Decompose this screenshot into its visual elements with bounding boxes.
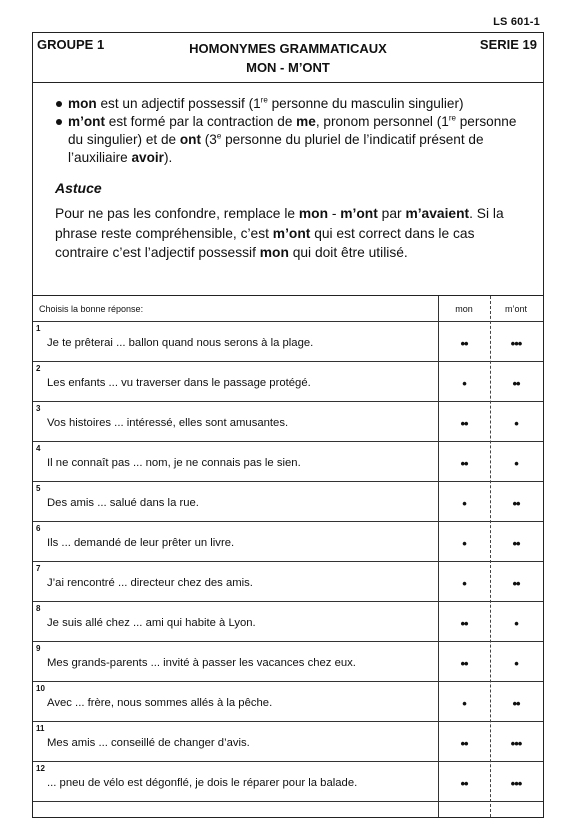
table-row bbox=[33, 442, 543, 482]
answer-dots-mont: • bbox=[514, 416, 518, 431]
tip-keyword: mon bbox=[259, 245, 289, 260]
series-label: SERIE 19 bbox=[479, 37, 537, 52]
rule-text: est un adjectif possessif (1 bbox=[96, 96, 261, 111]
table-row bbox=[33, 482, 543, 522]
answer-dots-mon: • bbox=[462, 376, 466, 391]
table-row bbox=[33, 642, 543, 682]
row-number: 4 bbox=[36, 444, 41, 453]
answer-dots-mon: •• bbox=[460, 776, 468, 791]
table-row bbox=[33, 722, 543, 762]
sentence-text: Des amis ... salué dans la rue. bbox=[47, 497, 199, 509]
column-divider bbox=[438, 296, 439, 817]
title-line-2: MON - M’ONT bbox=[246, 60, 330, 75]
sentence-text: Ils ... demandé de leur prêter un livre. bbox=[47, 537, 235, 549]
answer-dots-mont: •• bbox=[512, 496, 520, 511]
instruction-label: Choisis la bonne réponse: bbox=[39, 304, 144, 314]
table-header bbox=[33, 296, 543, 322]
answer-dots-mont: •• bbox=[512, 576, 520, 591]
answer-dots-mon: •• bbox=[460, 456, 468, 471]
answer-dots-mont: • bbox=[514, 656, 518, 671]
row-number: 6 bbox=[36, 524, 41, 533]
answer-dots-mont: ••• bbox=[510, 736, 522, 751]
group-label: GROUPE 1 bbox=[37, 37, 105, 52]
column-divider-dashed bbox=[490, 296, 491, 817]
tip-text: . Si la phrase reste compréhensible, c’est bbox=[55, 206, 504, 241]
tip-text: Pour ne pas les confondre, remplace le bbox=[55, 206, 299, 221]
sentence-text: J’ai rencontré ... directeur chez des amis. bbox=[47, 577, 253, 589]
sentence-text: Vos histoires ... intéressé, elles sont amusantes. bbox=[47, 417, 289, 429]
column-header-mont: m’ont bbox=[504, 304, 527, 314]
sentence-text: Mes grands-parents ... invité à passer les vacances chez eux. bbox=[47, 657, 356, 669]
row-number: 12 bbox=[36, 764, 45, 773]
answer-dots-mont: •• bbox=[512, 696, 520, 711]
answer-dots-mont: ••• bbox=[510, 336, 522, 351]
answer-dots-mon: •• bbox=[460, 616, 468, 631]
tip-keyword: m’avaient bbox=[405, 206, 470, 221]
tip-paragraph bbox=[55, 204, 525, 263]
table-row bbox=[33, 562, 543, 602]
sentence-text: Avec ... frère, nous sommes allés à la pêche. bbox=[47, 697, 273, 709]
row-number: 11 bbox=[36, 724, 45, 733]
rule-superscript: re bbox=[260, 95, 268, 105]
worksheet-frame bbox=[32, 32, 544, 818]
rule-keyword: mon bbox=[68, 96, 97, 111]
row-number: 2 bbox=[36, 364, 41, 373]
rule-superscript: re bbox=[448, 113, 456, 123]
table-row bbox=[33, 682, 543, 722]
answer-dots-mon: • bbox=[462, 496, 466, 511]
rule-mon bbox=[55, 95, 525, 113]
sentence-text: Je suis allé chez ... ami qui habite à Lyon. bbox=[47, 617, 256, 629]
rules-list bbox=[55, 95, 525, 167]
tip-text: par bbox=[377, 206, 406, 221]
answer-dots-mon: •• bbox=[460, 416, 468, 431]
answer-dots-mon: • bbox=[462, 536, 466, 551]
column-header-mon: mon bbox=[455, 304, 473, 314]
row-number: 9 bbox=[36, 644, 41, 653]
rule-keyword: ont bbox=[179, 132, 201, 147]
answer-dots-mont: •• bbox=[512, 536, 520, 551]
answer-dots-mont: • bbox=[514, 456, 518, 471]
answer-dots-mon: • bbox=[462, 696, 466, 711]
row-number: 5 bbox=[36, 484, 41, 493]
table-row bbox=[33, 762, 543, 802]
answer-dots-mon: •• bbox=[460, 336, 468, 351]
row-number: 1 bbox=[36, 324, 41, 333]
sentence-text: Les enfants ... vu traverser dans le passage protégé. bbox=[47, 377, 311, 389]
sentence-text: ... pneu de vélo est dégonflé, je dois le réparer pour la balade. bbox=[47, 777, 358, 789]
answer-dots-mont: •• bbox=[512, 376, 520, 391]
tip-text: - bbox=[328, 206, 341, 221]
tip-keyword: m’ont bbox=[272, 225, 311, 241]
answer-dots-mont: ••• bbox=[510, 776, 522, 791]
table-row bbox=[33, 322, 543, 362]
row-number: 8 bbox=[36, 604, 41, 613]
rule-keyword: avoir bbox=[131, 150, 164, 165]
rule-text: (3 bbox=[200, 132, 217, 147]
worksheet-header bbox=[33, 33, 543, 83]
rule-text: , pronom personnel (1 bbox=[315, 114, 449, 129]
reference-code: LS 601-1 bbox=[493, 16, 540, 28]
rule-text: est formé par la contraction de bbox=[105, 114, 297, 129]
rule-keyword: me bbox=[296, 114, 316, 129]
table-row bbox=[33, 522, 543, 562]
sentence-text: Mes amis ... conseillé de changer d’avis. bbox=[47, 737, 250, 749]
table-row bbox=[33, 362, 543, 402]
tip-keyword: mon bbox=[298, 206, 329, 221]
table-row bbox=[33, 402, 543, 442]
tip-title: Astuce bbox=[55, 180, 102, 196]
table-row bbox=[33, 602, 543, 642]
rule-text: personne du masculin singulier) bbox=[267, 96, 464, 111]
tip-keyword: m’ont bbox=[340, 206, 378, 221]
rule-keyword: m’ont bbox=[68, 114, 105, 129]
row-number: 3 bbox=[36, 404, 41, 413]
rule-text: ). bbox=[163, 150, 173, 165]
title-line-1: HOMONYMES GRAMMATICAUX bbox=[189, 41, 387, 56]
rule-superscript: e bbox=[216, 131, 222, 141]
answer-dots-mon: •• bbox=[460, 736, 468, 751]
sentence-text: Je te prêterai ... ballon quand nous serons à la plage. bbox=[47, 337, 314, 349]
answer-dots-mont: • bbox=[514, 616, 518, 631]
sentence-text: Il ne connaît pas ... nom, je ne connais pas le sien. bbox=[47, 457, 301, 469]
tip-text: qui est correct dans le cas contraire c’est l’adjectif possessif bbox=[55, 225, 475, 260]
exercise-table bbox=[33, 295, 543, 817]
rule-text: personne du pluriel de l’indicatif présent de l’auxiliaire bbox=[68, 132, 484, 165]
rule-mont bbox=[55, 113, 525, 167]
tip-text: qui doit être utilisé. bbox=[288, 245, 408, 260]
rule-text: personne du singulier) et de bbox=[68, 114, 517, 147]
answer-dots-mon: •• bbox=[460, 656, 468, 671]
row-number: 10 bbox=[36, 684, 45, 693]
worksheet-title bbox=[33, 39, 543, 77]
row-number: 7 bbox=[36, 564, 41, 573]
answer-dots-mon: • bbox=[462, 576, 466, 591]
